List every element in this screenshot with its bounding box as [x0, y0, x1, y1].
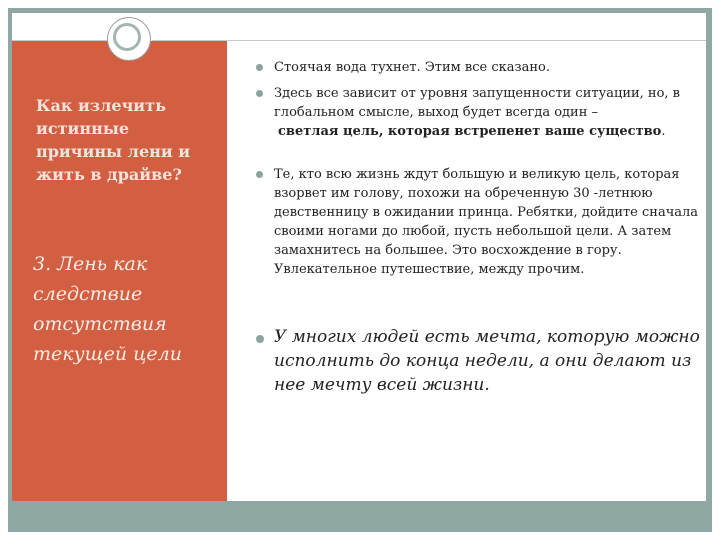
bullet-text [274, 86, 680, 139]
bullet-text-bold: светлая цель, которая встрепенет ваше существо [278, 124, 662, 139]
slide-subtitle: 3. Лень как следствие отсутствия текущей цели [33, 253, 183, 365]
bullet-text-before: Здесь все зависит от уровня запущенности ситуации, но, в глобальном смысле, выход будет всегда один – [274, 86, 680, 120]
bullet-item-3 [256, 165, 711, 279]
bullet-dot-icon [256, 90, 263, 97]
bullet-text: Стоячая вода тухнет. Этим все сказано. [274, 60, 550, 75]
bullet-item-1 [256, 58, 550, 77]
bullet-item-4 [256, 325, 711, 397]
bullet-text: Те, кто всю жизнь ждут большую и великую цель, которая взорвет им голову, похожи на обреченную 30 -летнюю девственницу в ожидании принца. Ребятки, дойдите сначала своими ногами до любой, пусть небольшой цели. А затем замахнитесь на большее. Это восхождение в гору. Увлекательное путешествие, между прочим. [274, 167, 699, 277]
bullet-dot-icon [256, 171, 263, 178]
bullet-dot-icon [256, 64, 263, 71]
slide-title: Как излечить истинные причины лени и жить в драйве? [36, 96, 191, 184]
bullet-item-2 [256, 84, 711, 141]
top-divider-right [152, 40, 706, 41]
ring-ornament-inner [113, 23, 141, 51]
bullet-text: У многих людей есть мечта, которую можно исполнить до конца недели, а они делают из нее мечту всей жизни. [274, 327, 700, 395]
bullet-text-after: . [661, 124, 666, 139]
bullet-dot-icon [256, 335, 264, 343]
